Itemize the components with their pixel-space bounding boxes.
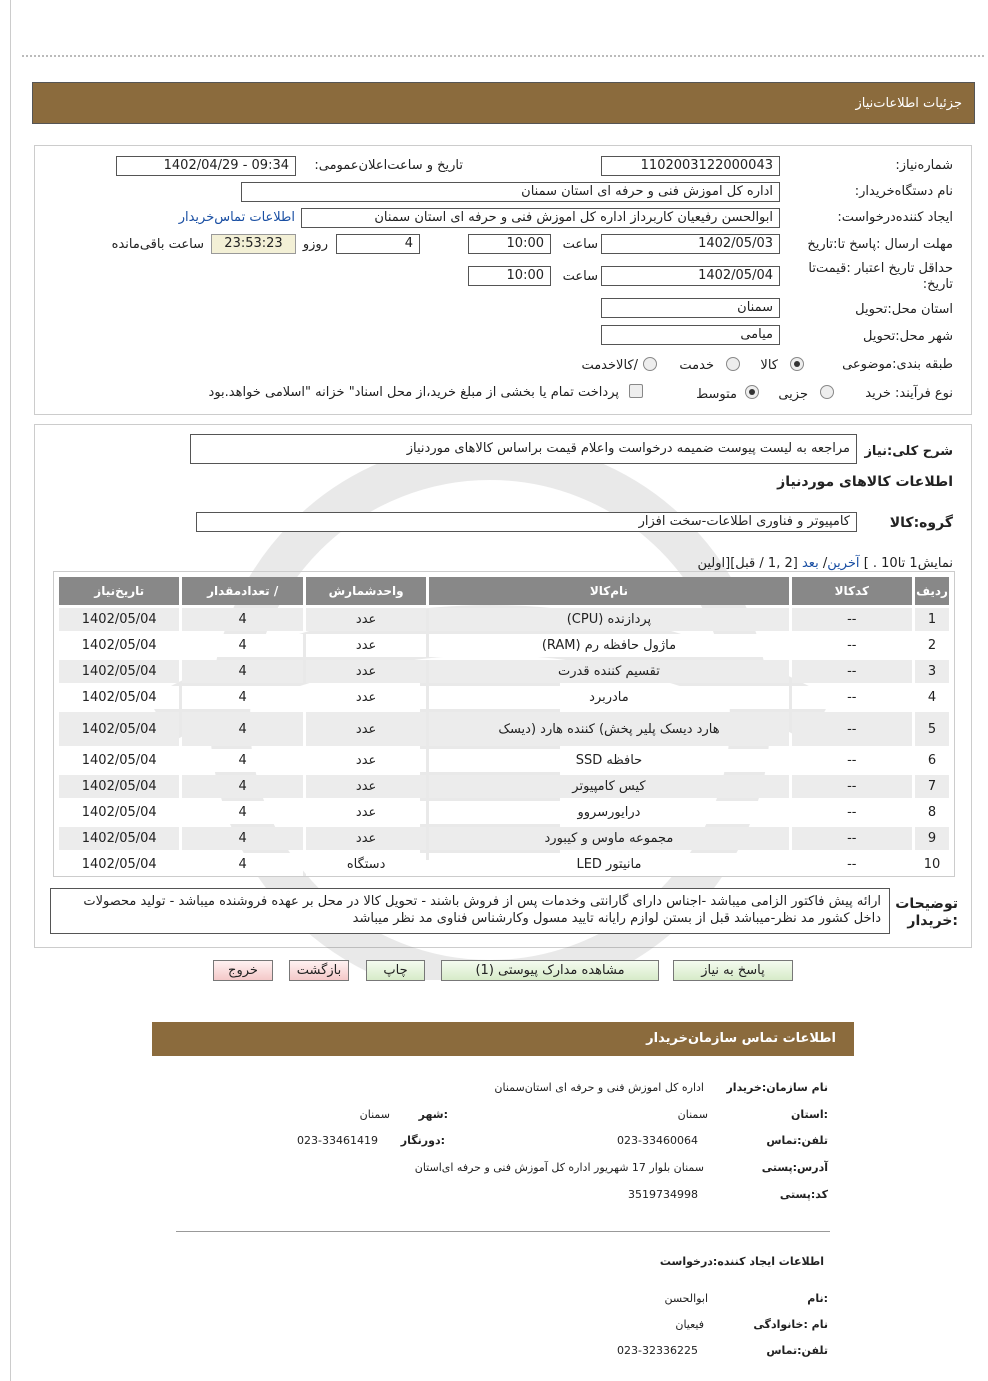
- fax-label: :دورنگار: [400, 1134, 445, 1147]
- item-name: پردازنده (CPU): [429, 608, 788, 631]
- category-service-label: خدمت: [679, 358, 714, 373]
- validity-label: حداقل تاریخ اعتبار :قیمت‌تا تاریخ:: [808, 261, 953, 292]
- left-border-line: [10, 0, 11, 1381]
- pager-summary: نمایش1 تا10 . ]: [863, 556, 953, 571]
- item-date: 1402/05/04: [59, 660, 179, 683]
- exit-button[interactable]: خروج: [213, 960, 273, 981]
- reply-button[interactable]: پاسخ به نیاز: [673, 960, 793, 981]
- contact-province-value: سمنان: [677, 1108, 708, 1121]
- row-number: 3: [915, 660, 949, 683]
- row-number: 5: [915, 712, 949, 746]
- pager-last-link[interactable]: آخرین: [827, 556, 860, 571]
- row-number: 10: [915, 853, 949, 876]
- category-service-radio[interactable]: [726, 357, 740, 371]
- process-label: نوع فرآیند: خرید: [865, 386, 953, 401]
- contact-divider: [176, 1231, 830, 1232]
- category-goods-radio[interactable]: [790, 357, 804, 371]
- deadline-date-field: 1402/05/03: [601, 234, 780, 254]
- col-code: کدکالا: [792, 577, 912, 605]
- validity-date-field: 1402/05/04: [601, 266, 780, 286]
- category-both-radio[interactable]: [643, 357, 657, 371]
- item-date: 1402/05/04: [59, 853, 179, 876]
- contact-heading: اطلاعات تماس سازمان‌خریدار: [646, 1031, 836, 1046]
- org-label: نام سازمان:خریدار: [726, 1081, 828, 1094]
- item-date: 1402/05/04: [59, 608, 179, 631]
- item-code: --: [792, 686, 912, 709]
- row-number: 1: [915, 608, 949, 631]
- item-code: --: [792, 749, 912, 772]
- row-number: 6: [915, 749, 949, 772]
- remaining-label: ساعت باقی‌مانده: [111, 237, 204, 252]
- top-divider: [22, 55, 984, 57]
- contact-province-label: :استان: [791, 1108, 828, 1121]
- table-row: [59, 660, 949, 683]
- group-label: گروه:کالا: [889, 515, 953, 531]
- col-row: ردیف: [915, 577, 949, 605]
- table-row: [59, 608, 949, 631]
- deadline-time-field: 10:00: [468, 234, 551, 254]
- need-no-field: 1102003122000043: [601, 156, 780, 176]
- postal-label: کد:پستی: [779, 1188, 828, 1201]
- group-field: کامپیوتر و فناوری اطلاعات-سخت افزار: [196, 512, 857, 532]
- item-unit: عدد: [306, 775, 426, 798]
- notes-field: ارائه پیش فاکتور الزامی میباشد -اجناس دارای گارانتی وخدمات پس از فروش باشند - تحویل کالا در محل بر عهده فروشنده میباشد - تولید محصولات داخل کشور مد نظر-میباشد قبل از بستن لوازم رایانه تایید مسول وکارشناس فناوی مد نظر میباشد: [50, 888, 890, 934]
- item-code: --: [792, 712, 912, 746]
- item-qty: 4: [182, 608, 302, 631]
- creator-name-label: :نام: [807, 1292, 828, 1305]
- address-label: آدرس:پستی: [761, 1161, 828, 1174]
- deadline-time-label: ساعت: [562, 237, 598, 252]
- category-both-label: /کالا‌خدمت: [581, 358, 638, 373]
- item-qty: 4: [182, 853, 302, 876]
- col-unit: واحدشمارش: [306, 577, 426, 605]
- items-table: [56, 574, 952, 879]
- creator-phone-label: تلفن:تماس: [766, 1344, 828, 1357]
- announce-label: تاریخ و ساعت‌اعلان‌عمومی:: [314, 158, 463, 173]
- item-unit: عدد: [306, 712, 426, 746]
- item-code: --: [792, 827, 912, 850]
- item-name: درایورسروو: [429, 801, 788, 824]
- treasury-payment-text: پرداخت تمام یا بخشی از مبلغ خرید،از محل اسناد" خزانه "اسلامی خواهد.بود: [208, 385, 619, 400]
- description-label: شرح کلی:نیاز: [864, 444, 953, 459]
- row-number: 7: [915, 775, 949, 798]
- item-unit: دستگاه: [306, 853, 426, 876]
- item-code: --: [792, 660, 912, 683]
- item-date: 1402/05/04: [59, 686, 179, 709]
- fax-value: 023-33461419: [297, 1134, 378, 1147]
- print-button[interactable]: چاپ: [366, 960, 425, 981]
- item-unit: عدد: [306, 686, 426, 709]
- items-heading: اطلاعات کالاهای موردنیاز: [777, 474, 953, 490]
- contact-city-value: سمنان: [359, 1108, 390, 1121]
- item-name: مجموعه ماوس و کیبورد: [429, 827, 788, 850]
- item-unit: عدد: [306, 801, 426, 824]
- notes-label: توضیحات :خریدار: [895, 896, 958, 929]
- row-number: 2: [915, 634, 949, 657]
- item-name: مادربرد: [429, 686, 788, 709]
- pager-pages[interactable]: [2 ,1 / قبل][اولین: [697, 556, 798, 571]
- province-label: استان محل:تحویل: [855, 302, 953, 317]
- contact-city-label: :شهر: [418, 1108, 448, 1121]
- col-date: تاریخ‌نیاز: [59, 577, 179, 605]
- item-code: --: [792, 853, 912, 876]
- creator-family-value: فیعیان: [675, 1318, 704, 1331]
- items-table-body: [59, 608, 949, 876]
- remaining-time: 23:53:23: [211, 234, 296, 254]
- need-no-label: شماره‌نیاز:: [895, 158, 953, 173]
- process-medium-label: متوسط: [696, 387, 737, 402]
- item-date: 1402/05/04: [59, 801, 179, 824]
- item-name: تقسیم کننده قدرت: [429, 660, 788, 683]
- item-date: 1402/05/04: [59, 712, 179, 746]
- item-code: --: [792, 801, 912, 824]
- deadline-label: مهلت ارسال :پاسخ تا:تاریخ: [807, 237, 953, 252]
- validity-time-field: 10:00: [468, 266, 551, 286]
- table-row: [59, 801, 949, 824]
- address-value: سمنان بلوار 17 شهریور اداره کل آموزش فنی و حرفه ای‌استان: [414, 1161, 704, 1174]
- table-row: [59, 686, 949, 709]
- items-table-header: [59, 577, 949, 605]
- row-number: 8: [915, 801, 949, 824]
- item-unit: عدد: [306, 608, 426, 631]
- item-qty: 4: [182, 827, 302, 850]
- item-qty: 4: [182, 686, 302, 709]
- item-qty: 4: [182, 749, 302, 772]
- item-name: ماژول حافظه رم (RAM): [429, 634, 788, 657]
- item-unit: عدد: [306, 749, 426, 772]
- category-goods-label: کالا: [760, 358, 778, 373]
- item-name: کیس کامپیوتر: [429, 775, 788, 798]
- phone-label: تلفن:تماس: [766, 1134, 828, 1147]
- table-row: [59, 775, 949, 798]
- days-field: 4: [336, 234, 420, 254]
- item-qty: 4: [182, 660, 302, 683]
- attachments-button[interactable]: مشاهده مدارک پیوستی (1): [441, 960, 659, 981]
- buyer-contact-link[interactable]: اطلاعات تماس‌خریدار: [178, 210, 295, 225]
- item-code: --: [792, 775, 912, 798]
- postal-value: 3519734998: [628, 1188, 698, 1201]
- validity-time-label: ساعت: [562, 269, 598, 284]
- page-header: [32, 82, 975, 124]
- item-name: حافظه SSD: [429, 749, 788, 772]
- item-qty: 4: [182, 634, 302, 657]
- creator-name-value: ابوالحسن: [664, 1292, 708, 1305]
- buyer-field: اداره کل اموزش فنی و حرفه ای استان سمنان: [241, 182, 780, 202]
- days-label: روزو: [302, 237, 328, 252]
- buyer-label: نام دستگاه‌خریدار:: [854, 184, 953, 199]
- item-unit: عدد: [306, 660, 426, 683]
- item-date: 1402/05/04: [59, 749, 179, 772]
- table-row: [59, 712, 949, 746]
- process-medium-radio[interactable]: [745, 385, 759, 399]
- item-date: 1402/05/04: [59, 634, 179, 657]
- table-row: [59, 634, 949, 657]
- pager: نمایش1 تا10 . ] آخرین/ بعد [2 ,1 / قبل][اولین: [697, 556, 953, 571]
- col-qty: / تعدادمقدار: [182, 577, 302, 605]
- description-field: مراجعه به لیست پیوست ضمیمه درخواست واعلام قیمت براساس کالاهای موردنیاز: [190, 434, 857, 464]
- item-unit: عدد: [306, 634, 426, 657]
- item-date: 1402/05/04: [59, 775, 179, 798]
- category-label: طبقه بندی:موضوعی: [842, 357, 953, 372]
- org-value: اداره کل اموزش فنی و حرفه ای استان‌سمنان: [494, 1081, 704, 1094]
- back-button[interactable]: بازگشت: [289, 960, 349, 981]
- col-name: نام‌کالا: [429, 577, 788, 605]
- item-qty: 4: [182, 712, 302, 746]
- creator-heading: اطلاعات ایجاد کننده:درخواست: [659, 1255, 824, 1268]
- creator-field: ابوالحسن رفیعیان کاربرداز اداره کل اموزش فنی و حرفه ای استان سمنان: [301, 208, 780, 228]
- creator-phone-value: 023-32336225: [617, 1344, 698, 1357]
- phone-value: 023-33460064: [617, 1134, 698, 1147]
- item-qty: 4: [182, 775, 302, 798]
- city-field: میامی: [601, 325, 780, 345]
- process-partial-label: جزیی: [778, 387, 808, 402]
- item-code: --: [792, 608, 912, 631]
- table-row: [59, 853, 949, 876]
- province-field: سمنان: [601, 298, 780, 318]
- city-label: شهر محل:تحویل: [863, 329, 953, 344]
- table-row: [59, 827, 949, 850]
- item-unit: عدد: [306, 827, 426, 850]
- item-date: 1402/05/04: [59, 827, 179, 850]
- item-qty: 4: [182, 801, 302, 824]
- contact-header: [152, 1022, 854, 1056]
- pager-next-link[interactable]: بعد: [801, 556, 819, 571]
- item-name: مانیتور LED: [429, 853, 788, 876]
- table-row: [59, 749, 949, 772]
- announce-field: 1402/04/29 - 09:34: [116, 156, 296, 176]
- row-number: 4: [915, 686, 949, 709]
- process-partial-radio[interactable]: [820, 385, 834, 399]
- page-title: جزئیات اطلاعات‌نیاز: [855, 96, 962, 111]
- treasury-payment-checkbox[interactable]: [629, 384, 643, 398]
- item-code: --: [792, 634, 912, 657]
- creator-family-label: نام :خانوادگی: [753, 1318, 828, 1331]
- item-name: هارد دیسک پلیر پخش) کننده هارد (دیسک: [429, 712, 788, 746]
- row-number: 9: [915, 827, 949, 850]
- creator-label: ایجاد کننده‌درخواست:: [837, 210, 953, 225]
